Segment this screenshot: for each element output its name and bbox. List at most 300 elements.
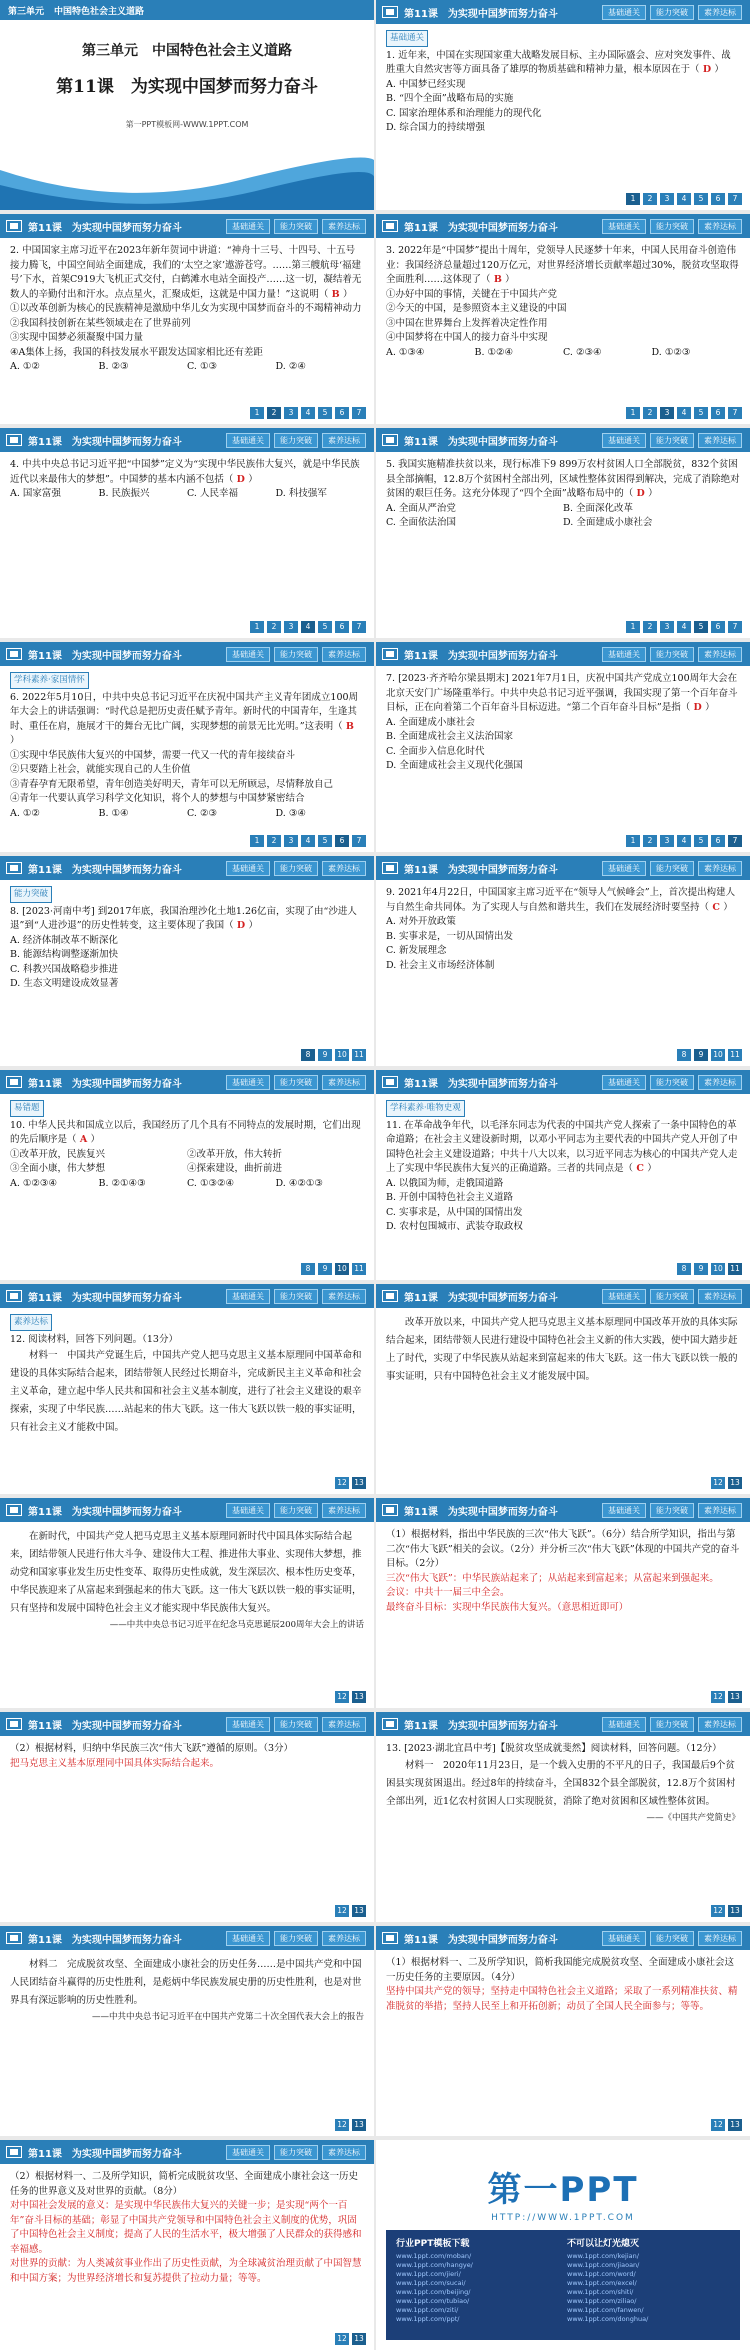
tab-2[interactable]: 能力突破 [650,1503,694,1518]
option-item[interactable]: A. ①② [10,361,40,372]
tab-3[interactable]: 素养达标 [698,1503,742,1518]
tab-3[interactable]: 素养达标 [322,1289,366,1304]
tab-1[interactable]: 基础通关 [602,1503,646,1518]
option-item[interactable]: B. “四个全面”战略布局的实施 [386,93,514,104]
book-icon [6,1076,22,1088]
question-text: 3. 2022年是“中国梦”提出十周年，党领导人民逐梦十年来，中国人民用奋斗创造伟业：我国经济总量超过120万亿元，对世界经济增长贡献率超过30%，脱贫攻坚取得全面胜利……这体现了（ B ） [386,245,739,285]
tab-1[interactable]: 基础通关 [602,1717,646,1732]
page-nav [626,835,742,847]
option-item[interactable]: D. ③④ [275,807,306,819]
option-item[interactable]: C. 新发展理念 [386,945,447,956]
option-item[interactable]: C. 科教兴国战略稳步推进 [10,963,118,975]
page-button-2[interactable]: 2 [643,407,657,419]
option-item[interactable]: B. ②①④③ [98,1177,146,1189]
tab-2[interactable]: 能力突破 [650,1717,694,1732]
page-button-9[interactable]: 9 [694,1049,708,1061]
page-button-12[interactable]: 12 [711,2119,725,2131]
page-button-10[interactable]: 10 [335,1263,349,1275]
book-icon [382,6,398,18]
page-button-11[interactable]: 11 [728,1049,742,1061]
page-button-6[interactable]: 6 [335,407,349,419]
nav-tabs [602,433,742,448]
option-item[interactable]: A. ①② [10,807,40,819]
tab-2[interactable]: 能力突破 [650,647,694,662]
page-button-7[interactable]: 7 [352,407,366,419]
resource-link[interactable]: www.1ppt.com/beijing/ [396,2288,471,2296]
page-button-13[interactable]: 13 [728,1905,742,1917]
slide-content [0,1094,374,1197]
book-icon [6,434,22,446]
brand-panel [386,2230,740,2340]
tab-3[interactable]: 素养达标 [322,647,366,662]
slide-header [0,2140,374,2164]
page-button-4[interactable]: 4 [677,621,691,633]
citation: ——中共中央总书记习近平在纪念马克思诞辰200周年大会上的讲话 [109,1620,364,1630]
option-item[interactable]: C. 人民幸福 [187,488,238,499]
brand-col-1 [392,2236,563,2334]
statement-item: ③全面小康，伟大梦想 [10,1163,106,1174]
tab-3[interactable]: 素养达标 [322,1717,366,1732]
resource-link[interactable]: www.1ppt.com/kejian/ [567,2252,639,2260]
book-icon [382,1076,398,1088]
book-icon [382,1290,398,1302]
page-button-10[interactable]: 10 [335,1049,349,1061]
resource-link[interactable]: www.1ppt.com/jiaoan/ [567,2261,640,2269]
option-list [10,360,364,375]
page-button-10[interactable]: 10 [711,1049,725,1061]
tab-2[interactable]: 能力突破 [274,1503,318,1518]
page-button-11[interactable]: 11 [352,1049,366,1061]
page-button-8[interactable]: 8 [677,1049,691,1061]
brand-url[interactable]: HTTP://WWW.1PPT.COM [491,2213,635,2223]
book-icon [6,1718,22,1730]
option-item[interactable]: A. 对外开放政策 [386,916,456,927]
resource-link[interactable]: www.1ppt.com/excel/ [567,2279,637,2287]
option-item[interactable]: A. 中国梦已经实现 [386,78,466,90]
slide-content [376,880,750,979]
page-button-4[interactable]: 4 [677,407,691,419]
answer-text: 把马克思主义基本原理同中国具体实际结合起来。 [10,1757,220,1769]
option-item[interactable]: D. 全面建成社会主义现代化强国 [386,760,523,771]
option-item[interactable]: D. 全面建成小康社会 [563,517,653,528]
page-button-11[interactable]: 11 [352,1263,366,1275]
option-item[interactable]: A. ①③④ [386,346,425,358]
slide-content [0,1950,374,2031]
tab-2[interactable]: 能力突破 [650,219,694,234]
tab-1[interactable]: 基础通关 [602,1931,646,1946]
tab-2[interactable]: 能力突破 [274,219,318,234]
slide-content [0,666,374,827]
page-button-3[interactable]: 3 [284,835,298,847]
page-nav [250,621,366,633]
slide-header [0,1284,374,1308]
page-button-12[interactable]: 12 [335,1477,349,1489]
tab-3[interactable]: 素养达标 [698,219,742,234]
slide-content [0,1308,374,1443]
nav-tabs [226,1075,366,1090]
page-button-3[interactable]: 3 [660,407,674,419]
tab-1[interactable]: 基础通关 [226,219,270,234]
lesson-title: 第11课 为实现中国梦而努力奋斗 [28,1934,182,1946]
option-item[interactable]: C. 全面步入信息化时代 [386,745,485,757]
statement-line: ②今天的中国，是参照资本主义建设的中国 [386,303,567,314]
page-button-3[interactable]: 3 [284,407,298,419]
slide-header [0,1498,374,1522]
option-item[interactable]: B. 全面建成社会主义法治国家 [386,731,514,742]
page-button-6[interactable]: 6 [711,407,725,419]
tab-1[interactable]: 基础通关 [602,433,646,448]
option-item[interactable]: C. 全面依法治国 [386,517,456,528]
statement-grid [10,1148,364,1177]
page-button-9[interactable]: 9 [318,1049,332,1061]
statement-line: ①以改革创新为核心的民族精神是激励中华儿女为实现中国梦而奋斗的不竭精神动力 [10,303,362,314]
page-button-5[interactable]: 5 [694,835,708,847]
tab-3[interactable]: 素养达标 [698,1289,742,1304]
option-item[interactable]: D. 生态文明建设成效显著 [10,978,119,989]
page-button-11[interactable]: 11 [728,1263,742,1275]
tab-1[interactable]: 基础通关 [602,861,646,876]
page-nav [626,407,742,419]
slide-header [376,1712,750,1736]
page-button-7[interactable]: 7 [352,835,366,847]
nav-tabs [226,1289,366,1304]
lesson-title: 第11课 为实现中国梦而努力奋斗 [28,436,182,448]
tab-1[interactable]: 基础通关 [602,1289,646,1304]
option-item[interactable]: D. 综合国力的持续增强 [386,122,485,133]
tab-1[interactable]: 基础通关 [602,5,646,20]
answer-letter: B [328,288,344,300]
tab-3[interactable]: 素养达标 [698,861,742,876]
page-button-7[interactable]: 7 [728,621,742,633]
tab-2[interactable]: 能力突破 [274,1717,318,1732]
page-button-5[interactable]: 5 [694,193,708,205]
option-item[interactable]: C. 国家治理体系和治理能力的现代化 [386,107,542,119]
answer-letter: A [76,1134,91,1145]
option-item[interactable]: B. 开创中国特色社会主义道路 [386,1192,514,1203]
book-icon [382,1932,398,1944]
slide-content [376,1308,750,1392]
option-list [10,487,364,502]
option-item[interactable]: B. 实事求是，一切从国情出发 [386,930,514,942]
page-button-12[interactable]: 12 [711,1691,725,1703]
tab-2[interactable]: 能力突破 [274,1075,318,1090]
option-item[interactable]: D. ②④ [275,361,306,372]
question-text: （2）根据材料一、二及所学知识，简析完成脱贫攻坚、全面建成小康社会这一历史任务的世界意义及对世界的贡献。（8分） [10,2171,359,2197]
page-nav [301,1049,366,1061]
option-item[interactable]: C. ①③②④ [187,1177,235,1189]
page-button-5[interactable]: 5 [694,407,708,419]
page-button-7[interactable]: 7 [728,193,742,205]
slide-header [0,1712,374,1736]
page-button-1[interactable]: 1 [250,407,264,419]
page-button-5[interactable]: 5 [694,621,708,633]
option-item[interactable]: D. 科技强军 [275,488,327,499]
col-heading: 行业PPT模板下载 [396,2239,470,2249]
tab-3[interactable]: 素养达标 [322,433,366,448]
page-button-2[interactable]: 2 [643,835,657,847]
lesson-title: 第11课 为实现中国梦而努力奋斗 [404,1292,558,1304]
lesson-title: 第11课 为实现中国梦而努力奋斗 [404,650,558,662]
tab-1[interactable]: 基础通关 [226,1931,270,1946]
resource-link[interactable]: www.1ppt.com/word/ [567,2270,636,2278]
slide-8 [0,856,374,1066]
brand-col-2 [563,2236,734,2334]
tab-2[interactable]: 能力突破 [650,861,694,876]
page-button-5[interactable]: 5 [318,407,332,419]
tab-1[interactable]: 基础通关 [226,861,270,876]
page-button-1[interactable]: 1 [250,835,264,847]
page-button-1[interactable]: 1 [626,407,640,419]
page-nav [250,407,366,419]
option-item[interactable]: A. 全面从严治党 [386,502,456,514]
page-button-12[interactable]: 12 [335,1691,349,1703]
tab-1[interactable]: 基础通关 [602,219,646,234]
statement-line: ②只要踏上社会，就能实现自己的人生价值 [10,764,191,775]
page-button-7[interactable]: 7 [728,407,742,419]
option-item[interactable]: D. ①②③ [651,346,691,358]
option-item[interactable]: B. 能源结构调整逐渐加快 [10,949,119,960]
page-button-13[interactable]: 13 [352,2333,366,2345]
page-button-8[interactable]: 8 [677,1263,691,1275]
page-button-13[interactable]: 13 [728,1477,742,1489]
page-button-13[interactable]: 13 [728,2119,742,2131]
page-button-2[interactable]: 2 [267,621,281,633]
option-item[interactable]: A. 国家富强 [10,488,61,499]
page-button-4[interactable]: 4 [301,407,315,419]
tab-2[interactable]: 能力突破 [274,1289,318,1304]
tab-3[interactable]: 素养达标 [322,2145,366,2160]
page-button-1[interactable]: 1 [626,193,640,205]
nav-tabs [602,1503,742,1518]
tab-3[interactable]: 素养达标 [322,219,366,234]
slide-5 [376,428,750,638]
page-button-8[interactable]: 8 [301,1049,315,1061]
page-button-10[interactable]: 10 [711,1263,725,1275]
option-item[interactable]: C. ②③④ [563,346,602,358]
option-item[interactable]: A. ①②③④ [10,1177,57,1189]
page-button-7[interactable]: 7 [728,835,742,847]
citation: ——中共中央总书记习近平在中国共产党第二十次全国代表大会上的报告 [91,2012,364,2022]
tab-2[interactable]: 能力突破 [650,1075,694,1090]
option-item[interactable]: D. 农村包围城市、武装夺取政权 [386,1221,523,1232]
lesson-title: 第11课 为实现中国梦而努力奋斗 [28,1292,182,1304]
lesson-title: 第11课 为实现中国梦而努力奋斗 [28,1506,182,1518]
option-list [10,807,364,822]
resource-link[interactable]: www.1ppt.com/ziliao/ [567,2297,637,2305]
page-button-5[interactable]: 5 [318,835,332,847]
slide-header [376,1926,750,1950]
resource-link[interactable]: www.1ppt.com/ppt/ [396,2315,460,2323]
option-item[interactable]: C. ①③ [187,361,218,372]
page-button-4[interactable]: 4 [301,621,315,633]
tab-1[interactable]: 基础通关 [226,1075,270,1090]
page-nav [711,2119,742,2131]
col-heading: 不可以让灯光熄灭 [567,2239,640,2249]
material-text: 材料一 2020年11月23日，是一个载入史册的不平凡的日子，我国最后9个贫困县实现贫困退出。经过8年的持续奋斗，全国832个县全部脱贫，12.8万个贫困村全部出列，近1亿农村贫困人口实现脱贫，消除了绝对贫困和区域性整体贫困。 [386,1759,736,1807]
page-button-2[interactable]: 2 [643,193,657,205]
page-button-6[interactable]: 6 [335,621,349,633]
option-item[interactable]: C. 实事求是，从中国的国情出发 [386,1206,523,1218]
page-button-6[interactable]: 6 [711,193,725,205]
resource-link[interactable]: www.1ppt.com/tubiao/ [396,2297,470,2305]
question-text: 2. 中国国家主席习近平在2023年新年贺词中讲道：“神舟十三号、十四号、十五号接力腾飞，中国空间站全面建成，我们的‘太空之家’遨游苍穹。……第三艘航母‘福建号’下水，首架C919大飞机正式交付，白鹤滩水电站全面投产……这一切，凝结着无数人的辛勤付出和汗水。点点星火，汇聚成炬，这就是中国力量！”这说明（ B ） [10,245,362,300]
page-button-4[interactable]: 4 [677,835,691,847]
tab-2[interactable]: 能力突破 [274,2145,318,2160]
slide-19 [376,1926,750,2136]
statement-line: ①办好中国的事情，关键在于中国共产党 [386,288,558,300]
page-button-12[interactable]: 12 [711,1905,725,1917]
option-item[interactable]: B. 全面深化改革 [563,502,634,514]
option-item[interactable]: B. ②③ [98,361,129,372]
page-button-13[interactable]: 13 [728,1691,742,1703]
tab-2[interactable]: 能力突破 [274,1931,318,1946]
page-button-5[interactable]: 5 [318,621,332,633]
wave-decoration [0,140,374,210]
option-item[interactable]: A. 经济体制改革不断深化 [10,934,118,946]
nav-tabs [226,861,366,876]
page-button-13[interactable]: 13 [352,1691,366,1703]
nav-tabs [226,1717,366,1732]
page-button-7[interactable]: 7 [352,621,366,633]
tab-3[interactable]: 素养达标 [322,1075,366,1090]
material-text: 改革开放以来，中国共产党人把马克思主义基本原理同中国改革开放的具体实际结合起来，团结带领人民进行建设中国特色社会主义新的伟大实践，使中国大踏步赶上了时代，实现了中华民族从站起来到富起来的伟大飞跃。这一伟大飞跃以铁一般的事实证明，只有中国特色社会主义才能发展中国。 [386,1317,738,1382]
slide-18 [0,1926,374,2136]
page-button-3[interactable]: 3 [284,621,298,633]
tab-3[interactable]: 素养达标 [698,647,742,662]
slide-header [0,1926,374,1950]
question-text: 6. 2022年5月10日，中共中央总书记习近平在庆祝中国共产主义青年团成立100周年大会上的讲话强调：“时代总是把历史责任赋予青年。新时代的中国青年，生逢其时、重任在肩，施展才干的舞台无比广阔，实现梦想的前景无比光明。”这表明（ B ） [10,691,359,746]
page-button-12[interactable]: 12 [335,1905,349,1917]
slide-header [376,1498,750,1522]
page-button-3[interactable]: 3 [660,621,674,633]
book-icon [6,1932,22,1944]
tab-1[interactable]: 基础通关 [226,647,270,662]
lesson-title: 第11课 为实现中国梦而努力奋斗 [404,1506,558,1518]
page-button-4[interactable]: 4 [677,193,691,205]
page-button-4[interactable]: 4 [301,835,315,847]
slide-20 [0,2140,374,2350]
unit-label: 第三单元 [8,6,45,17]
tab-3[interactable]: 素养达标 [698,433,742,448]
page-button-1[interactable]: 1 [626,835,640,847]
resource-link[interactable]: www.1ppt.com/jieri/ [396,2270,461,2278]
cover-slide [0,0,374,210]
option-item[interactable]: B. ①②④ [474,346,514,358]
tab-1[interactable]: 基础通关 [226,1289,270,1304]
option-list [386,502,740,531]
slide-13 [376,1284,750,1494]
tab-1[interactable]: 基础通关 [602,647,646,662]
tab-1[interactable]: 基础通关 [226,433,270,448]
nav-tabs [602,219,742,234]
nav-tabs [602,1717,742,1732]
option-item[interactable]: A. 以俄国为师，走俄国道路 [386,1177,504,1189]
page-button-1[interactable]: 1 [250,621,264,633]
page-button-12[interactable]: 12 [335,2333,349,2345]
page-button-6[interactable]: 6 [335,835,349,847]
tab-1[interactable]: 基础通关 [602,1075,646,1090]
page-button-6[interactable]: 6 [711,621,725,633]
option-item[interactable]: D. ④②①③ [275,1177,323,1189]
option-item[interactable]: A. 全面建成小康社会 [386,716,475,728]
tab-3[interactable]: 素养达标 [322,861,366,876]
page-button-2[interactable]: 2 [267,835,281,847]
option-item[interactable]: D. 社会主义市场经济体制 [386,959,495,971]
answer-letter: D [233,920,249,931]
page-button-3[interactable]: 3 [660,835,674,847]
tab-2[interactable]: 能力突破 [650,5,694,20]
tab-2[interactable]: 能力突破 [650,1289,694,1304]
tab-1[interactable]: 基础通关 [226,2145,270,2160]
tab-2[interactable]: 能力突破 [274,647,318,662]
tab-3[interactable]: 素养达标 [698,1075,742,1090]
tab-3[interactable]: 素养达标 [322,1931,366,1946]
option-item[interactable]: B. 民族振兴 [98,488,150,499]
resource-link[interactable]: www.1ppt.com/ziti/ [396,2306,459,2314]
option-item[interactable]: C. ②③ [187,807,218,819]
slide-7 [376,642,750,852]
lesson-title: 第11课 为实现中国梦而努力奋斗 [404,1934,558,1946]
tab-3[interactable]: 素养达标 [698,1931,742,1946]
section-tag: 能力突破 [10,886,52,903]
resource-link[interactable]: www.1ppt.com/fanwen/ [567,2306,644,2314]
lesson-title: 第11课 为实现中国梦而努力奋斗 [404,436,558,448]
tab-2[interactable]: 能力突破 [274,433,318,448]
page-button-8[interactable]: 8 [301,1263,315,1275]
lesson-title: 第11课 为实现中国梦而努力奋斗 [404,222,558,234]
slide-2 [0,214,374,424]
page-button-9[interactable]: 9 [694,1263,708,1275]
slide-1 [376,0,750,210]
tab-2[interactable]: 能力突破 [650,433,694,448]
question-text: 13. [2023·湖北宜昌中考]【脱贫攻坚成就斐然】阅读材料，回答问题。（12分） [386,1743,722,1754]
option-item[interactable]: B. ①④ [98,807,129,819]
resource-link[interactable]: www.1ppt.com/hangye/ [396,2261,473,2269]
tab-3[interactable]: 素养达标 [698,5,742,20]
tab-2[interactable]: 能力突破 [650,1931,694,1946]
statement-line: ④中国梦将在中国人的接力奋斗中实现 [386,332,548,343]
resource-link[interactable]: www.1ppt.com/donghua/ [567,2315,649,2323]
brand-title: 第一PPT [487,2170,639,2210]
statement-item: ②改革开放，伟大转折 [187,1148,283,1160]
page-button-13[interactable]: 13 [352,1477,366,1489]
page-button-13[interactable]: 13 [352,1905,366,1917]
page-button-12[interactable]: 12 [711,1477,725,1489]
resource-link[interactable]: www.1ppt.com/sucai/ [396,2279,466,2287]
page-button-3[interactable]: 3 [660,193,674,205]
tab-3[interactable]: 素养达标 [698,1717,742,1732]
slide-content [376,238,750,366]
page-button-1[interactable]: 1 [626,621,640,633]
resource-link[interactable]: www.1ppt.com/shiti/ [567,2288,634,2296]
page-button-6[interactable]: 6 [711,835,725,847]
page-button-13[interactable]: 13 [352,2119,366,2131]
slide-content [376,1094,750,1241]
page-button-9[interactable]: 9 [318,1263,332,1275]
answer-letter: B [342,720,354,732]
slide-9 [376,856,750,1066]
page-button-2[interactable]: 2 [643,621,657,633]
tab-1[interactable]: 基础通关 [226,1503,270,1518]
tab-2[interactable]: 能力突破 [274,861,318,876]
tab-1[interactable]: 基础通关 [226,1717,270,1732]
page-nav [711,1691,742,1703]
page-button-2[interactable]: 2 [267,407,281,419]
section-tag: 学科素养·唯物史观 [386,1100,465,1117]
tab-3[interactable]: 素养达标 [322,1503,366,1518]
resource-link[interactable]: www.1ppt.com/moban/ [396,2252,472,2260]
page-button-12[interactable]: 12 [335,2119,349,2131]
